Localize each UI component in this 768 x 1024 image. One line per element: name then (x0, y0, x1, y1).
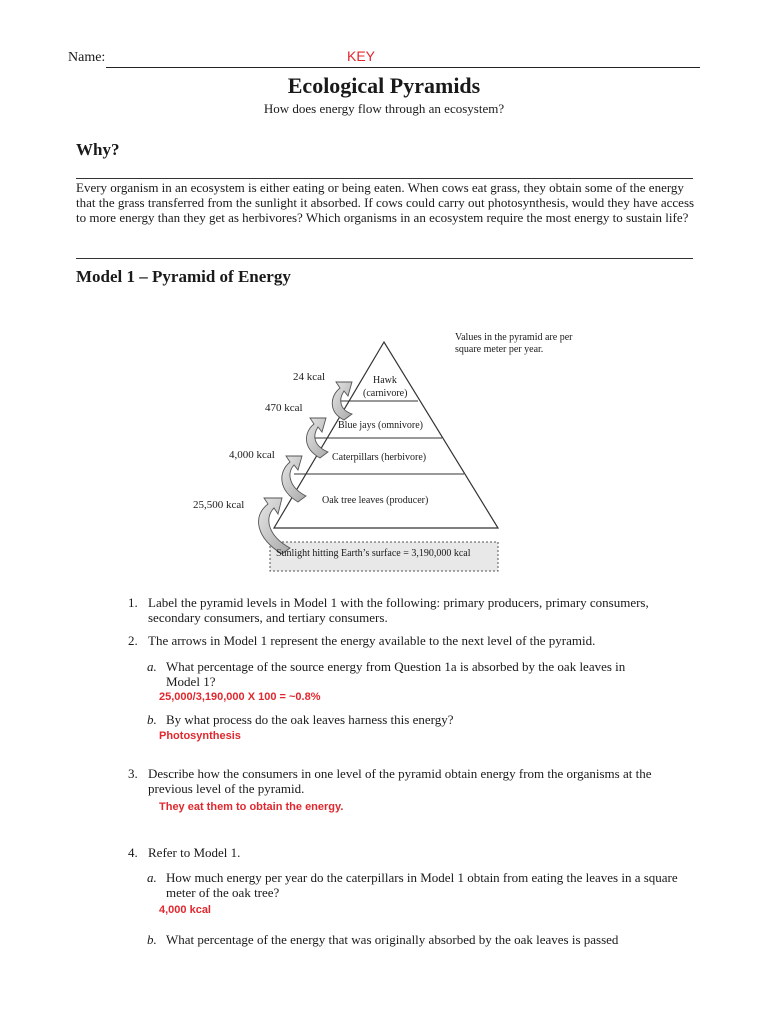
level-bluejays-energy: 470 kcal (265, 402, 303, 414)
answer-2a: 25,000/3,190,000 X 100 = ~0.8% (159, 691, 321, 703)
model1-heading: Model 1 – Pyramid of Energy (76, 267, 291, 286)
answer-4a: 4,000 kcal (159, 904, 211, 916)
question-1: 1. Label the pyramid levels in Model 1 with the following: primary producers, primary consumers, secondary consumers, and tertiary consumers. (128, 595, 649, 625)
question-4b: b. What percentage of the energy that was originally absorbed by the oak leaves is passed (147, 932, 619, 947)
divider (76, 178, 693, 179)
level-hawk-name: Hawk (373, 375, 397, 386)
level-bluejays-name: Blue jays (omnivore) (338, 420, 423, 431)
question-4a: a. How much energy per year do the caterpillars in Model 1 obtain from eating the leaves in a square meter of the oak tree? (147, 870, 678, 900)
level-caterpillars-name: Caterpillars (herbivore) (332, 452, 427, 463)
question-2a: a. What percentage of the source energy from Question 1a is absorbed by the oak leaves in Model 1? (147, 659, 626, 689)
level-hawk-sub: (carnivore) (363, 388, 408, 399)
answer-3: They eat them to obtain the energy. (159, 801, 344, 813)
question-3: 3. Describe how the consumers in one level of the pyramid obtain energy from the organisms at the previous level of the pyramid. (128, 766, 652, 796)
page-title: Ecological Pyramids (287, 73, 481, 98)
sunlight-label: Sunlight hitting Earth’s surface = 3,190,000 kcal (276, 548, 471, 559)
question-2: 2. The arrows in Model 1 represent the energy available to the next level of the pyramid. (128, 633, 596, 648)
question-4: 4. Refer to Model 1. (128, 845, 241, 860)
name-line[interactable] (106, 67, 700, 68)
answer-2b: Photosynthesis (159, 730, 241, 742)
level-oak-name: Oak tree leaves (producer) (322, 495, 429, 506)
key-label: KEY (347, 48, 376, 64)
pyramid-note: Values in the pyramid are per square meter per year. (455, 332, 573, 355)
question-2b: b. By what process do the oak leaves harness this energy? (147, 712, 454, 727)
level-caterpillars-energy: 4,000 kcal (229, 449, 275, 461)
name-label: Name: (68, 50, 106, 65)
level-hawk-energy: 24 kcal (293, 371, 326, 383)
divider (76, 258, 693, 259)
level-oak-energy: 25,500 kcal (193, 499, 245, 511)
why-paragraph: Every organism in an ecosystem is either eating or being eaten. When cows eat grass, they obtain some of the energy that the grass transferred from the sunlight it absorbed. If cows could carry out photosynthesis, would they have access to more energy than they get as herbivores? Which organisms in an ecosystem require the most energy to sustain life? (76, 180, 695, 225)
why-heading: Why? (76, 140, 120, 159)
page-subtitle: How does energy flow through an ecosystem? (263, 101, 505, 116)
